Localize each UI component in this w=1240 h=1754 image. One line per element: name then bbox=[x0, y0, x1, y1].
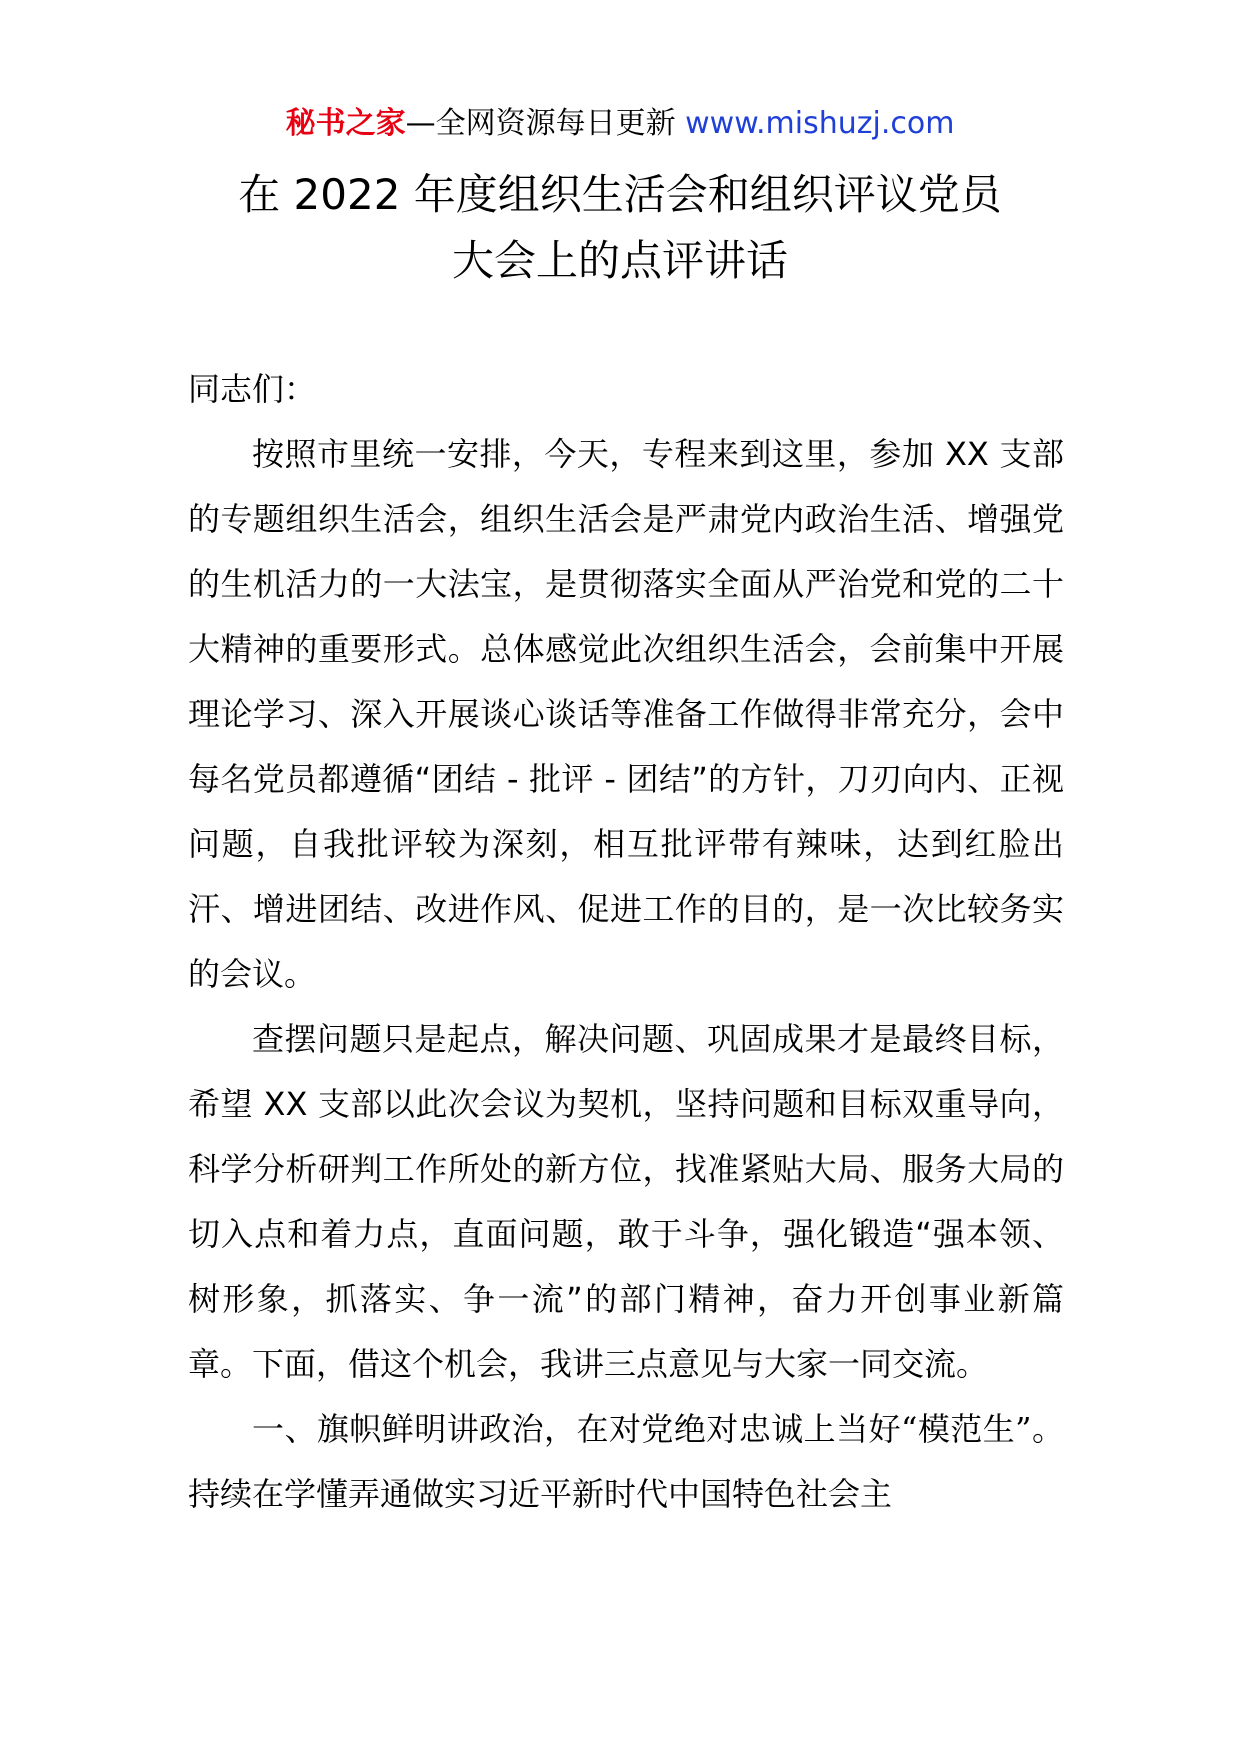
site-url-link[interactable]: www.mishuzj.com bbox=[685, 106, 955, 141]
paragraph-1: 按照市里统一安排，今天，专程来到这里，参加 XX 支部的专题组织生活会，组织生活会是严肃党内政治生活、增强党的生机活力的一大法宝，是贯彻落实全面从严治党和党的二十大精神的重要形式。总体感觉此次组织生活会，会前集中开展理论学习、深入开展谈心谈话等准备工作做得非常充分，会中每名党员都遵循“团结 - 批评 - 团结”的方针，刀刃向内、正视问题，自我批评较为深刻，相互批评带有辣味，达到红脸出汗、增进团结、改进作风、促进工作的目的，是一次比较务实的会议。 bbox=[188, 435, 1064, 993]
section-1-text: 持续在学懂弄通做实习近平新时代中国特色社会主 bbox=[188, 1475, 893, 1513]
document-title bbox=[0, 162, 1240, 294]
document-body bbox=[188, 357, 1064, 1527]
section-heading-1: 一、旗帜鲜明讲政治，在对党绝对忠诚上当好“模范生”。 bbox=[252, 1410, 1064, 1448]
paragraph-3 bbox=[188, 1397, 1064, 1527]
title-line-1: 在 2022 年度组织生活会和组织评议党员 bbox=[238, 170, 1002, 219]
brand-name: 秘书之家 bbox=[285, 106, 406, 141]
paragraph-2: 查摆问题只是起点，解决问题、巩固成果才是最终目标，希望 XX 支部以此次会议为契机，坚持问题和目标双重导向，科学分析研判工作所处的新方位，找准紧贴大局、服务大局的切入点和着力点，直面问题，敢于斗争，强化锻造“强本领、树形象，抓落实、争一流”的部门精神，奋力开创事业新篇章。下面，借这个机会，我讲三点意见与大家一同交流。 bbox=[188, 1020, 1064, 1383]
header-tagline: —全网资源每日更新 bbox=[405, 106, 686, 141]
greeting: 同志们： bbox=[188, 370, 317, 408]
site-header bbox=[0, 102, 1240, 146]
title-line-2: 大会上的点评讲话 bbox=[451, 236, 788, 285]
